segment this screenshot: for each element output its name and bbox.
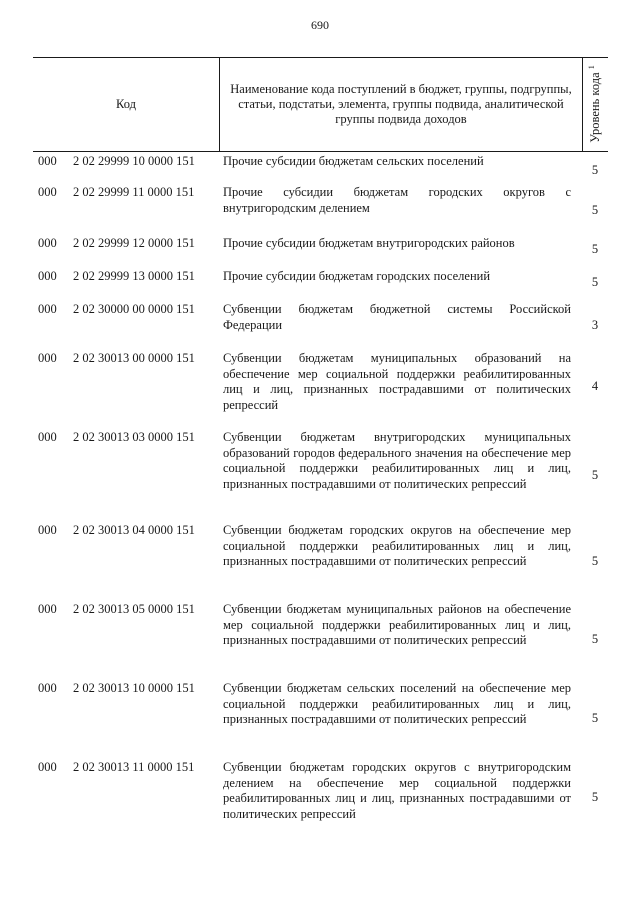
admin-code: 000 [38, 154, 57, 168]
revenue-name: Субвенции бюджетам муниципальных образований на обеспечение мер социальной поддержки реабилитированных лиц и лиц, признанных пострадавшими от политических репрессий [223, 351, 571, 412]
header-level-footnote: 1 [586, 65, 596, 70]
revenue-code: 2 02 30013 04 0000 151 [73, 523, 195, 537]
table-row [33, 183, 608, 236]
revenue-name: Субвенции бюджетам сельских поселений на обеспечение мер социальной поддержки реабилитированных лиц и лиц, признанных пострадавшими от политических репрессий [223, 681, 571, 726]
table-row [33, 680, 608, 759]
table-header [33, 57, 608, 152]
revenue-name: Субвенции бюджетам внутригородских муниципальных образований городов федерального значения на обеспечение мер социальной поддержки реабилитированных лиц и лиц, признанных пострадавшими от политических репрессий [223, 430, 571, 491]
header-name: Наименование кода поступлений в бюджет, группы, подгруппы, статьи, подстатьи, элемента, группы подвида, аналитической группы подвида доходов [230, 82, 572, 126]
revenue-name: Субвенции бюджетам городских округов с внутригородским делением на обеспечение мер социальной поддержки реабилитированных лиц и лиц, признанных пострадавшими от политических репрессий [223, 760, 571, 821]
revenue-code: 2 02 30000 00 0000 151 [73, 302, 195, 316]
admin-code: 000 [38, 185, 57, 199]
revenue-code: 2 02 29999 10 0000 151 [73, 154, 195, 168]
admin-code: 000 [38, 269, 57, 283]
header-level [583, 58, 608, 151]
table-row [33, 349, 608, 429]
revenue-code: 2 02 30013 11 0000 151 [73, 760, 195, 774]
code-level: 5 [591, 632, 599, 646]
revenue-name: Прочие субсидии бюджетам внутригородских районов [223, 236, 515, 250]
header-level-label [587, 65, 603, 143]
table-row [33, 236, 608, 269]
table-body [33, 150, 608, 838]
code-level: 3 [591, 318, 599, 332]
admin-code: 000 [38, 523, 57, 537]
code-level: 4 [591, 379, 599, 393]
table-row [33, 759, 608, 838]
revenue-name: Субвенции бюджетам муниципальных районов на обеспечение мер социальной поддержки реабилитированных лиц и лиц, признанных пострадавшими от политических репрессий [223, 602, 571, 647]
revenue-name: Субвенции бюджетам бюджетной системы Российской Федерации [223, 302, 571, 332]
revenue-code: 2 02 29999 11 0000 151 [73, 185, 195, 199]
table-row [33, 523, 608, 601]
admin-code: 000 [38, 760, 57, 774]
table-row [33, 601, 608, 680]
revenue-code: 2 02 30013 03 0000 151 [73, 430, 195, 444]
table-row [33, 269, 608, 299]
code-level: 5 [591, 468, 599, 482]
revenue-code: 2 02 30013 05 0000 151 [73, 602, 195, 616]
revenue-name: Прочие субсидии бюджетам городских округов с внутригородским делением [223, 185, 571, 215]
code-level: 5 [591, 275, 599, 289]
code-level: 5 [591, 790, 599, 804]
admin-code: 000 [38, 681, 57, 695]
table-row [33, 429, 608, 523]
revenue-name: Субвенции бюджетам городских округов на обеспечение мер социальной поддержки реабилитированных лиц и лиц, признанных пострадавшими от политических репрессий [223, 523, 571, 568]
code-level: 5 [591, 242, 599, 256]
table-row [33, 299, 608, 349]
code-level: 5 [591, 711, 599, 725]
code-level: 5 [591, 203, 599, 217]
revenue-name: Прочие субсидии бюджетам сельских поселений [223, 154, 484, 168]
revenue-code: 2 02 30013 10 0000 151 [73, 681, 195, 695]
code-level: 5 [591, 554, 599, 568]
code-level: 5 [591, 163, 599, 177]
admin-code: 000 [38, 236, 57, 250]
revenue-code: 2 02 29999 12 0000 151 [73, 236, 195, 250]
revenue-code: 2 02 29999 13 0000 151 [73, 269, 195, 283]
admin-code: 000 [38, 430, 57, 444]
header-code: Код [116, 97, 136, 111]
admin-code: 000 [38, 302, 57, 316]
admin-code: 000 [38, 602, 57, 616]
page-number: 690 [311, 18, 329, 32]
table-row [33, 150, 608, 183]
revenue-code: 2 02 30013 00 0000 151 [73, 351, 195, 365]
revenue-name: Прочие субсидии бюджетам городских поселений [223, 269, 491, 283]
admin-code: 000 [38, 351, 57, 365]
header-level-text: Уровень кода [588, 72, 603, 143]
